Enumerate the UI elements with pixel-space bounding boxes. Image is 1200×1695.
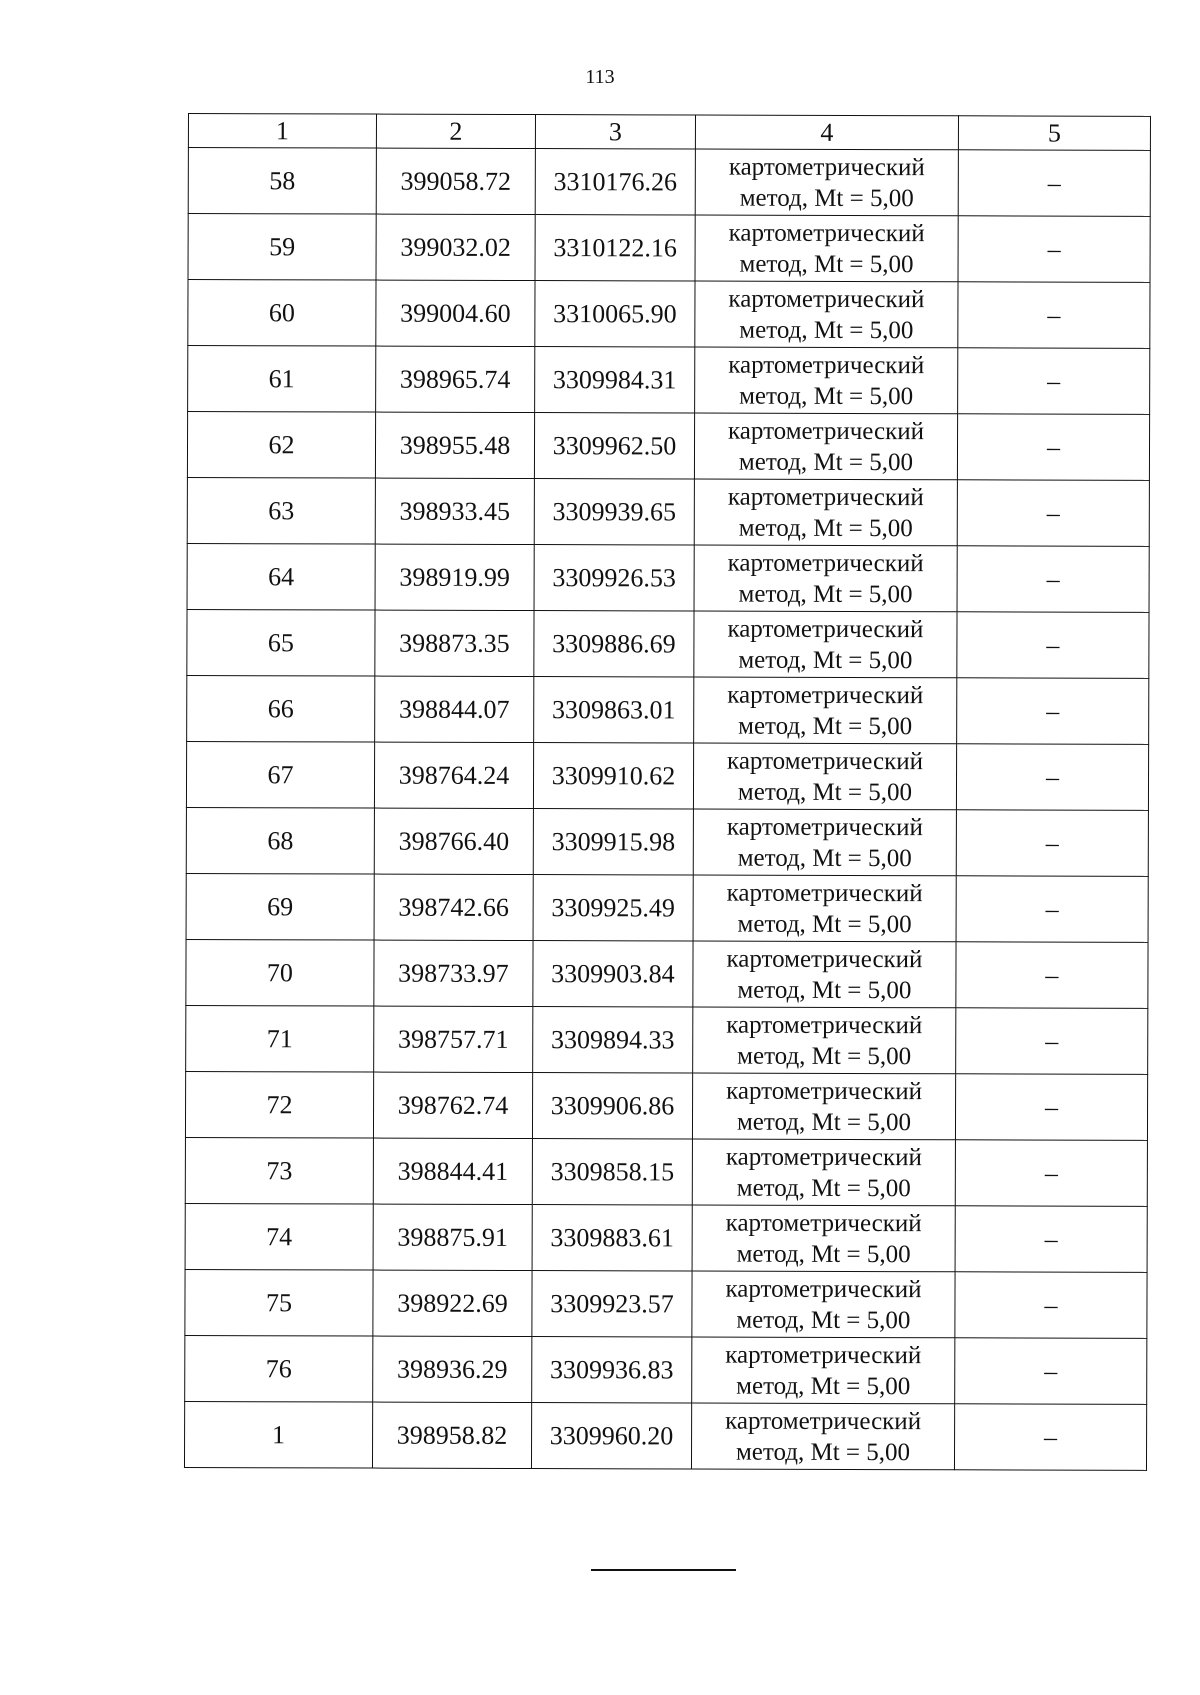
point-number-cell: 58: [188, 148, 376, 215]
method-line-2: метод, Mt = 5,00: [736, 1240, 911, 1268]
point-number-cell: 69: [186, 873, 374, 940]
table-row: [185, 1335, 1147, 1404]
method-cell: [692, 1073, 955, 1140]
method-line-1: картометрический: [726, 813, 923, 841]
point-number-cell: 70: [186, 939, 374, 1006]
method-line-2: метод, Mt = 5,00: [736, 1108, 912, 1136]
method-line-1: картометрический: [727, 549, 924, 577]
table-row: [186, 807, 1148, 876]
column-header: 3: [535, 115, 695, 149]
note-cell: –: [956, 942, 1148, 1009]
method-line-2: метод, Mt = 5,00: [738, 712, 913, 740]
point-number-cell: 71: [186, 1005, 374, 1072]
method-line-2: метод, Mt = 5,00: [738, 646, 913, 674]
method-cell: [691, 1403, 954, 1470]
point-number-cell: 66: [187, 675, 375, 742]
page-number: 113: [585, 66, 615, 88]
y-coordinate-cell: 3309858.15: [532, 1139, 692, 1205]
method-cell: [692, 1139, 955, 1206]
table-row: [184, 1401, 1146, 1470]
x-coordinate-cell: 398965.74: [376, 346, 535, 412]
method-cell: [694, 677, 957, 744]
x-coordinate-cell: 398757.71: [374, 1006, 533, 1072]
point-number-cell: 75: [185, 1269, 373, 1336]
method-line-1: картометрический: [726, 945, 923, 973]
x-coordinate-cell: 398933.45: [375, 478, 534, 544]
method-line-1: картометрический: [727, 615, 924, 643]
note-cell: –: [956, 876, 1148, 943]
method-cell: [692, 1337, 955, 1404]
note-cell: –: [955, 1140, 1147, 1207]
method-line-1: картометрический: [725, 1275, 922, 1303]
table-header-row: [188, 114, 1150, 151]
y-coordinate-cell: 3309886.69: [534, 611, 694, 677]
x-coordinate-cell: 399032.02: [376, 214, 535, 280]
point-number-cell: 67: [186, 741, 374, 808]
method-cell: [695, 281, 958, 348]
x-coordinate-cell: 398844.07: [375, 676, 534, 742]
table-row: [188, 148, 1150, 217]
y-coordinate-cell: 3309960.20: [531, 1403, 691, 1469]
note-cell: –: [958, 150, 1150, 217]
table-row: [187, 609, 1149, 678]
point-number-cell: 62: [187, 412, 375, 479]
point-number-cell: 65: [187, 609, 375, 676]
note-cell: –: [958, 348, 1150, 415]
method-line-2: метод, Mt = 5,00: [738, 514, 913, 542]
note-cell: –: [957, 546, 1149, 613]
y-coordinate-cell: 3310122.16: [535, 215, 695, 281]
y-coordinate-cell: 3310176.26: [535, 149, 695, 215]
x-coordinate-cell: 398766.40: [374, 808, 533, 874]
column-header: 1: [188, 114, 376, 149]
method-line-1: картометрический: [725, 1209, 922, 1237]
table-row: [186, 873, 1148, 942]
method-cell: [692, 1205, 955, 1272]
table-row: [188, 280, 1150, 349]
x-coordinate-cell: 398919.99: [375, 544, 534, 610]
x-coordinate-cell: 398955.48: [375, 412, 534, 478]
note-cell: –: [958, 282, 1150, 349]
x-coordinate-cell: 398936.29: [373, 1336, 532, 1402]
y-coordinate-cell: 3309984.31: [535, 347, 695, 413]
method-line-1: картометрический: [727, 747, 924, 775]
y-coordinate-cell: 3309939.65: [534, 479, 694, 545]
method-line-2: метод, Mt = 5,00: [736, 1372, 911, 1400]
note-cell: –: [955, 1272, 1147, 1339]
y-coordinate-cell: 3309903.84: [533, 941, 693, 1007]
point-number-cell: 59: [188, 214, 376, 281]
note-cell: –: [955, 1074, 1147, 1141]
y-coordinate-cell: 3310065.90: [535, 281, 695, 347]
table-row: [186, 939, 1148, 1008]
method-line-2: метод, Mt = 5,00: [739, 250, 914, 278]
method-line-1: картометрический: [725, 1143, 922, 1171]
x-coordinate-cell: 398958.82: [372, 1402, 531, 1468]
point-number-cell: 64: [187, 543, 375, 610]
method-cell: [693, 941, 956, 1008]
method-line-1: картометрический: [728, 153, 925, 181]
note-cell: –: [956, 744, 1148, 811]
column-header: 4: [695, 115, 958, 150]
note-cell: –: [958, 216, 1150, 283]
y-coordinate-cell: 3309923.57: [532, 1271, 692, 1337]
method-line-2: метод, Mt = 5,00: [737, 1042, 912, 1070]
method-line-2: метод, Mt = 5,00: [738, 580, 913, 608]
x-coordinate-cell: 398764.24: [374, 742, 533, 808]
column-header: 2: [376, 114, 535, 148]
method-line-2: метод, Mt = 5,00: [737, 778, 913, 806]
point-number-cell: 61: [188, 346, 376, 413]
method-cell: [694, 611, 957, 678]
method-line-1: картометрический: [726, 1077, 923, 1105]
method-line-2: метод, Mt = 5,00: [736, 1306, 911, 1334]
method-cell: [695, 347, 958, 414]
note-cell: –: [957, 678, 1149, 745]
method-line-1: картометрический: [726, 879, 923, 907]
x-coordinate-cell: 398742.66: [374, 874, 533, 940]
method-cell: [693, 1007, 956, 1074]
table-row: [188, 214, 1150, 283]
point-number-cell: 63: [187, 477, 375, 544]
y-coordinate-cell: 3309926.53: [534, 545, 694, 611]
method-cell: [694, 413, 957, 480]
note-cell: –: [957, 612, 1149, 679]
y-coordinate-cell: 3309863.01: [534, 677, 694, 743]
x-coordinate-cell: 398922.69: [373, 1270, 532, 1336]
method-cell: [695, 149, 958, 216]
point-number-cell: 73: [185, 1137, 373, 1204]
table-body: [184, 148, 1150, 1471]
method-line-2: метод, Mt = 5,00: [739, 316, 914, 344]
table-row: [185, 1137, 1147, 1206]
table-row: [185, 1269, 1147, 1338]
x-coordinate-cell: 398733.97: [374, 940, 533, 1006]
y-coordinate-cell: 3309936.83: [532, 1337, 692, 1403]
x-coordinate-cell: 399004.60: [376, 280, 535, 346]
method-line-2: метод, Mt = 5,00: [737, 976, 912, 1004]
table-row: [187, 675, 1149, 744]
table-row: [188, 346, 1150, 415]
method-cell: [692, 1271, 955, 1338]
table-row: [187, 543, 1149, 612]
method-line-2: метод, Mt = 5,00: [736, 1174, 911, 1202]
footer-rule: [591, 1569, 736, 1571]
x-coordinate-cell: 398873.35: [375, 610, 534, 676]
method-line-2: метод, Mt = 5,00: [739, 184, 914, 212]
method-cell: [693, 743, 956, 810]
method-line-2: метод, Mt = 5,00: [738, 448, 914, 476]
y-coordinate-cell: 3309915.98: [533, 809, 693, 875]
table-row: [185, 1203, 1147, 1272]
note-cell: –: [956, 810, 1148, 877]
table-row: [185, 1071, 1147, 1140]
point-number-cell: 68: [186, 807, 374, 874]
method-line-1: картометрический: [728, 417, 925, 445]
point-number-cell: 60: [188, 280, 376, 347]
column-header: 5: [958, 116, 1150, 151]
method-line-1: картометрический: [727, 483, 924, 511]
method-cell: [694, 545, 957, 612]
method-line-2: метод, Mt = 5,00: [737, 844, 912, 872]
note-cell: –: [955, 1338, 1147, 1405]
x-coordinate-cell: 398875.91: [373, 1204, 532, 1270]
note-cell: –: [957, 480, 1149, 547]
x-coordinate-cell: 398762.74: [373, 1072, 532, 1138]
method-line-2: метод, Mt = 5,00: [739, 382, 914, 410]
method-line-1: картометрический: [728, 351, 925, 379]
method-cell: [693, 809, 956, 876]
note-cell: –: [955, 1206, 1147, 1273]
method-cell: [695, 215, 958, 282]
table-row: [186, 1005, 1148, 1074]
y-coordinate-cell: 3309910.62: [533, 743, 693, 809]
table-row: [187, 477, 1149, 546]
method-line-2: метод, Mt = 5,00: [737, 910, 912, 938]
method-line-1: картометрический: [728, 219, 925, 247]
point-number-cell: 1: [184, 1401, 372, 1468]
method-line-1: картометрический: [725, 1341, 922, 1369]
method-cell: [693, 875, 956, 942]
x-coordinate-cell: 398844.41: [373, 1138, 532, 1204]
coordinates-table: [184, 113, 1151, 1471]
y-coordinate-cell: 3309894.33: [533, 1007, 693, 1073]
note-cell: –: [957, 414, 1149, 481]
method-line-1: картометрический: [727, 681, 924, 709]
y-coordinate-cell: 3309883.61: [532, 1205, 692, 1271]
table-row: [186, 741, 1148, 810]
method-line-1: картометрический: [726, 1011, 923, 1039]
point-number-cell: 76: [185, 1335, 373, 1402]
point-number-cell: 74: [185, 1203, 373, 1270]
y-coordinate-cell: 3309925.49: [533, 875, 693, 941]
method-line-1: картометрический: [728, 285, 925, 313]
y-coordinate-cell: 3309906.86: [532, 1073, 692, 1139]
y-coordinate-cell: 3309962.50: [534, 413, 694, 479]
point-number-cell: 72: [185, 1071, 373, 1138]
table-row: [187, 412, 1149, 481]
note-cell: –: [956, 1008, 1148, 1075]
note-cell: –: [954, 1404, 1146, 1471]
method-line-1: картометрический: [725, 1407, 922, 1435]
method-line-2: метод, Mt = 5,00: [735, 1438, 911, 1466]
x-coordinate-cell: 399058.72: [376, 148, 535, 214]
method-cell: [694, 479, 957, 546]
